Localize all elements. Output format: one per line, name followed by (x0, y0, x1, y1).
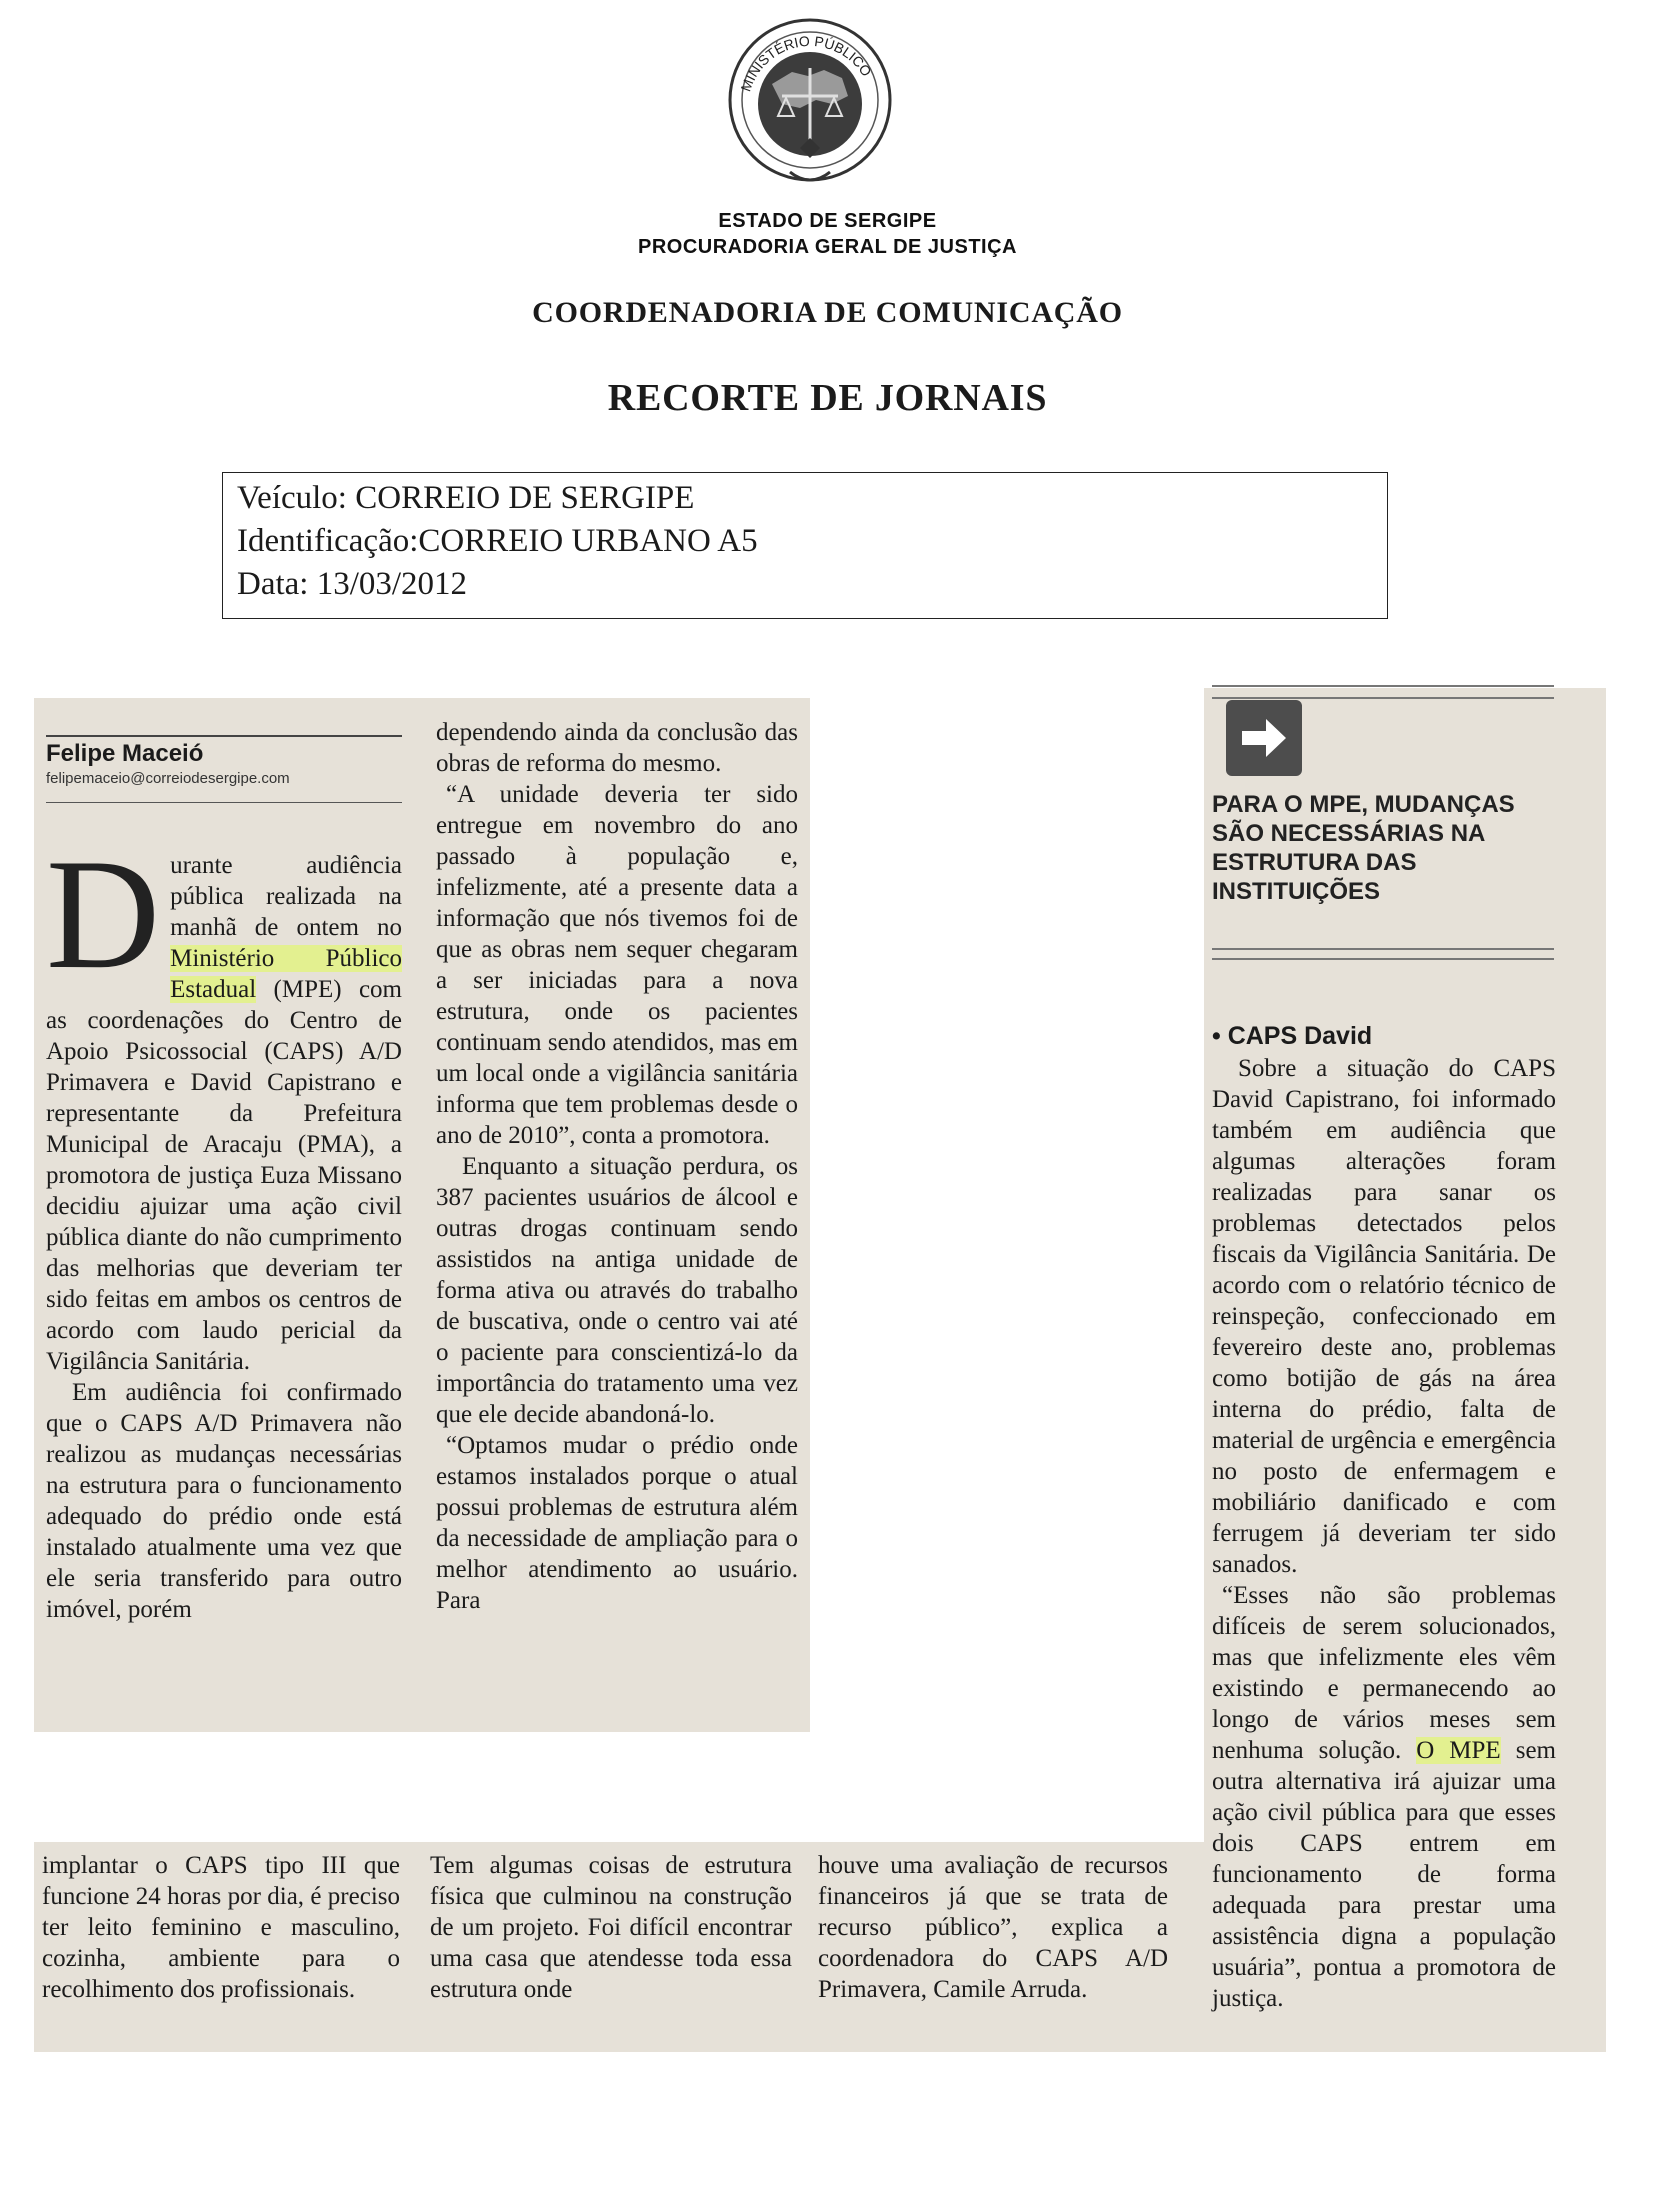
date-field: Data: 13/03/2012 (237, 566, 468, 602)
article-paragraph: Tem algumas coisas de estrutura física que culminou na construção de um projeto. Foi difícil encontrar uma casa que atendesse toda essa estrutura onde (430, 1852, 792, 2003)
ministerio-publico-seal (720, 12, 900, 194)
bottom-column-1 (42, 1850, 400, 2005)
sidebar-column (1212, 1053, 1556, 2014)
document-title: RECORTE DE JORNAIS (607, 377, 1048, 419)
clipping-info-box (222, 472, 1388, 619)
sidebar-divider (1212, 948, 1554, 960)
sidebar-top-rule (1212, 685, 1554, 699)
article-column-1 (46, 827, 402, 1625)
vehicle-field: Veículo: CORREIO DE SERGIPE (237, 480, 695, 516)
article-paragraph: Sobre a situação do CAPS David Capistrano, foi informado também em audiência que algumas alterações foram realizadas para sanar os problemas detectados pelos fiscais da Vigilância Sanitária. De acordo com o relatório técnico de reinspeção, confeccionado em fevereiro deste ano, problemas como botijão de gás na área interna do prédio, falta de material de urgência e emergência no posto de enfermagem e mobiliário danificado e com ferrugem já deveriam ter sido sanados. (1212, 1055, 1556, 1578)
sidebar-subhead: • CAPS David (1212, 1022, 1373, 1050)
highlighted-text: Ministério Público Estadual (170, 945, 402, 1003)
author-email: felipemaceio@correiodesergipe.com (46, 770, 290, 787)
byline (46, 740, 402, 787)
attorney-general-title: PROCURADORIA GERAL DE JUSTIÇA (638, 236, 1017, 258)
drop-cap: D (46, 827, 161, 1002)
arrow-right-icon (1240, 717, 1288, 759)
identification-field: Identificação:CORREIO URBANO A5 (237, 523, 758, 559)
article-paragraph: Enquanto a situação perdura, os 387 pacientes usuários de álcool e outras drogas continuam sendo assistidos na antiga unidade de forma ativa ou através do trabalho de buscativa, onde o centro vai até o paciente para conscientizá-lo da importância do tratamento uma vez que ele decide abandoná-lo. (436, 1153, 798, 1428)
article-paragraph: “A unidade deveria ter sido entregue em novembro do ano passado à população e, infelizmente, até a presente data a informação que nós tivemos foi de que as obras nem sequer chegaram a ser iniciadas para a nova estrutura, onde os pacientes continuam sendo atendidos, mas em um local onde a vigilância sanitária informa que tem problemas desde o ano de 2010”, conta a promotora. (436, 781, 798, 1149)
article-paragraph: “Esses não são problemas difíceis de serem solucionados, mas que infelizmente eles vêm existindo e permanecendo ao longo de vários meses sem nenhuma solução. O MPE sem outra alternativa irá ajuizar uma ação civil pública para que esses dois CAPS entrem em funcionamento de forma adequada para prestar uma assistência digna a população usuária”, pontua a promotora de justiça. (1212, 1582, 1556, 2012)
bottom-column-2 (430, 1850, 792, 2005)
byline-rule (46, 735, 402, 737)
seal-text: MINISTÉRIO PÚBLICO (737, 32, 875, 94)
article-column-2 (436, 717, 798, 1616)
article-paragraph: Em audiência foi confirmado que o CAPS A/D Primavera não realizou as mudanças necessárias na estrutura para o funcionamento adequado do prédio onde está instalado atualmente uma vez que ele seria transferido para outro imóvel, porém (46, 1379, 402, 1623)
department-title: COORDENADORIA DE COMUNICAÇÃO (532, 296, 1123, 329)
article-paragraph: dependendo ainda da conclusão das obras de reforma do mesmo. (436, 719, 798, 777)
sidebar-headline: PARA O MPE, MUDANÇAS SÃO NECESSÁRIAS NA ESTRUTURA DAS INSTITUIÇÕES (1212, 791, 1515, 905)
article-paragraph: Durante audiência pública realizada na manhã de ontem no Ministério Público Estadual (MPE) com as coordenações do Centro de Apoio Psicossocial (CAPS) A/D Primavera e David Capistrano e representante da Prefeitura Municipal de Aracaju (PMA), a promotora de justiça Euza Missano decidiu ajuizar uma ação civil pública diante do não cumprimento das melhorias que deveriam ter sido feitas em ambos os centros de acordo com laudo pericial da Vigilância Sanitária. (46, 827, 402, 1375)
article-paragraph: implantar o CAPS tipo III que funcione 24 horas por dia, é preciso ter leito feminino e masculino, cozinha, ambiente para o recolhimento dos profissionais. (42, 1852, 400, 2003)
bottom-column-3 (818, 1850, 1168, 2005)
article-paragraph: houve uma avaliação de recursos financeiros já que se trata de recurso público”, explica a coordenadora do CAPS A/D Primavera, Camile Arruda. (818, 1852, 1168, 2003)
state-title: ESTADO DE SERGIPE (718, 210, 937, 232)
byline-divider (46, 802, 402, 803)
author-name: Felipe Maceió (46, 740, 204, 767)
highlighted-text: O MPE (1416, 1737, 1501, 1764)
article-paragraph: “Optamos mudar o prédio onde estamos instalados porque o atual possui problemas de estrutura além da necessidade de ampliação para o melhor atendimento ao usuário. Para (436, 1432, 798, 1614)
